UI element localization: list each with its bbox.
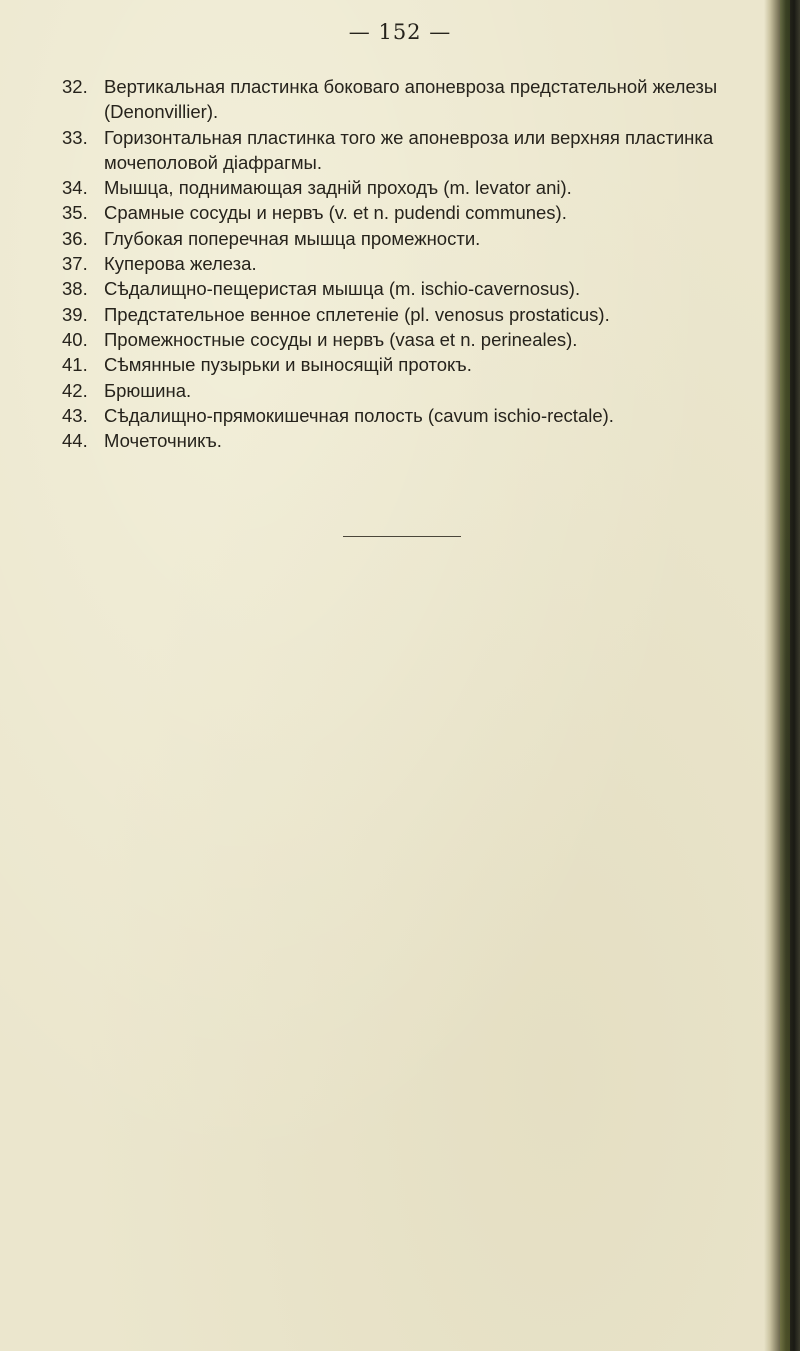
legend-entry-43 (62, 403, 762, 428)
legend-entry-33 (62, 125, 762, 176)
entry-text: Промежностные сосуды и нервъ (vasa et n. perineales). (104, 328, 578, 350)
legend-list (62, 74, 762, 453)
legend-entry-34 (62, 175, 762, 200)
entry-number: 33. (62, 126, 88, 148)
legend-entry-40 (62, 327, 762, 352)
entry-number: 38. (62, 278, 88, 300)
legend-entry-39 (62, 302, 762, 327)
page-number: — 152 — (348, 20, 452, 44)
entry-number: 40. (62, 328, 88, 350)
entry-number: 39. (62, 303, 88, 325)
binding-tint (780, 0, 790, 1351)
entry-text: Куперова железа. (104, 253, 257, 275)
entry-number: 37. (62, 253, 88, 275)
entry-text: Вертикальная пластинка боковаго апоневроза предстательной железы (Denonvillier). (104, 76, 718, 123)
entry-number: 32. (62, 76, 88, 97)
legend-entry-44 (62, 428, 762, 453)
entry-number: 41. (62, 354, 88, 376)
legend-entry-36 (62, 226, 762, 251)
entry-text: Сѣдалищно-прямокишечная полость (cavum ischio-rectale). (104, 404, 614, 426)
legend-entry-41 (62, 352, 762, 377)
entry-text: Срамные сосуды и нервъ (v. et n. pudendi communes). (104, 202, 567, 224)
entry-text: Предстательное венное сплетеніе (pl. venosus prostaticus). (104, 303, 610, 325)
entry-number: 34. (62, 177, 88, 199)
entry-text: Сѣмянные пузырьки и выносящій протокъ. (104, 354, 472, 376)
legend-entry-38 (62, 276, 762, 301)
entry-number: 44. (62, 430, 88, 452)
entry-number: 42. (62, 379, 88, 401)
legend-entry-35 (62, 200, 762, 225)
entry-text: Глубокая поперечная мышца промежности. (104, 227, 481, 249)
entry-text: Мышца, поднимающая задній проходъ (m. levator ani). (104, 177, 572, 199)
end-rule (343, 536, 461, 537)
entry-number: 35. (62, 202, 88, 224)
legend-entry-42 (62, 378, 762, 403)
legend-entry-37 (62, 251, 762, 276)
entry-text: Брюшина. (104, 379, 192, 401)
legend-entry-32 (62, 74, 762, 125)
entry-number: 43. (62, 404, 88, 426)
entry-text: Сѣдалищно-пещеристая мышца (m. ischio-cavernosus). (104, 278, 581, 300)
entry-number: 36. (62, 227, 88, 249)
entry-text: Мочеточникъ. (104, 430, 222, 452)
entry-text: Горизонтальная пластинка того же апоневроза или верхняя пластинка мочеполовой діафрагмы. (104, 126, 714, 173)
